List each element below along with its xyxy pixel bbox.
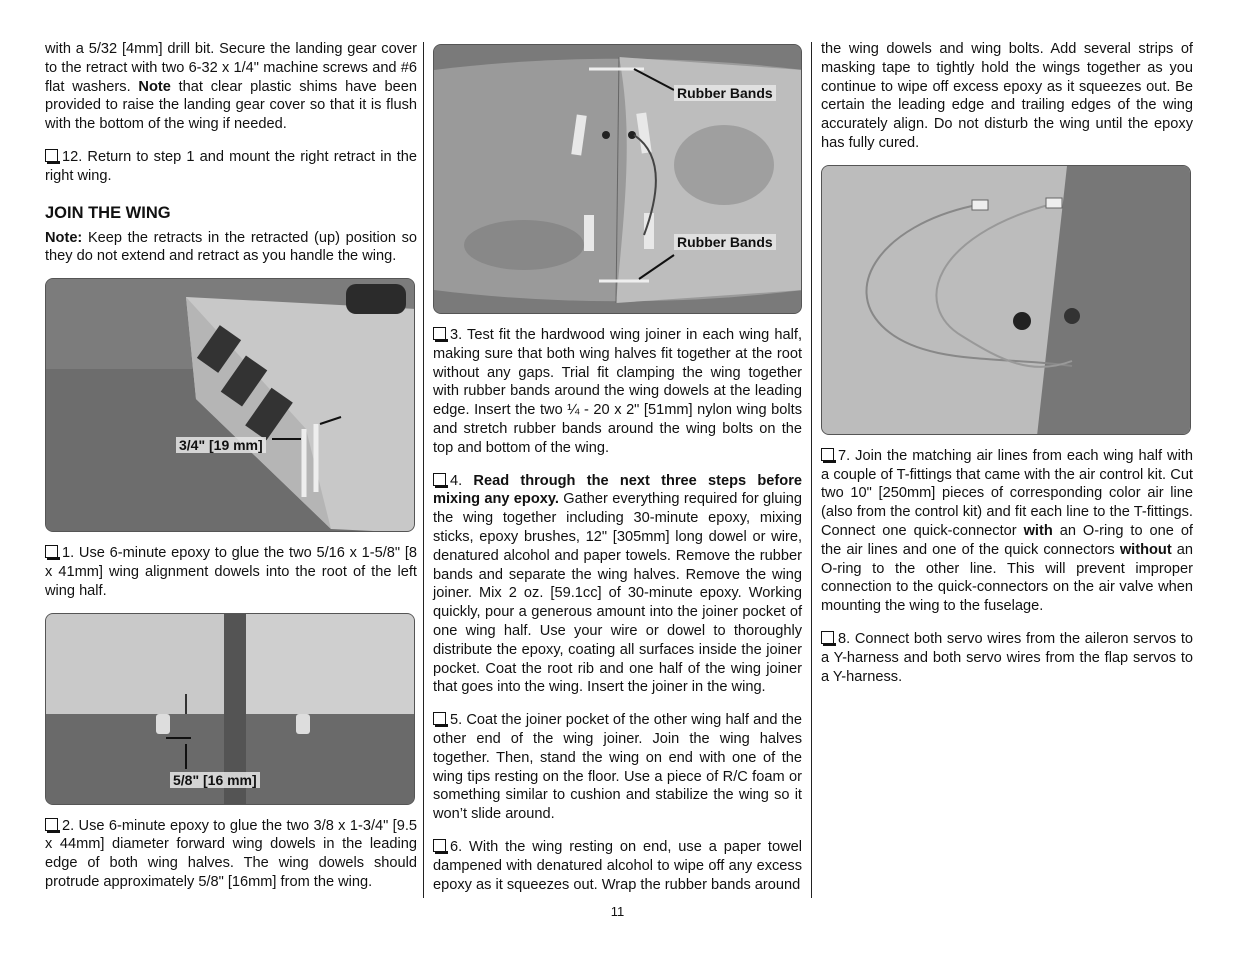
step-3: 3. Test fit the hardwood wing joiner in each wing half, making sure that both wing halves fit together at the root without any gaps. Trial fit clamping the wing together with rubber bands around the wing dowels at the leading edge. Insert the two ¼ - 20 x 2" [51mm] nylon wing bolts and stretch rubber bands around the wing bolts on the top and bottom of the wing. [433,327,802,456]
checkbox-icon[interactable] [45,818,58,831]
continued-paragraph: the wing dowels and wing bolts. Add several strips of masking tape to tightly hold the wings together as you continue to wipe off excess epoxy as it squeezes out. Be certain the leading edge and trailing edges of the wing accurately align. Do not disturb the wing until the epoxy has fully cured. [821,41,1193,151]
section-heading: JOIN THE WING [45,203,171,222]
photo-air-lines [821,165,1191,435]
step-2: 2. Use 6-minute epoxy to glue the two 3/8 x 1-3/4" [9.5 x 44mm] diameter forward wing dowels in the leading edge of both wing halves. The wing dowels should protrude approximately 5/8" [16mm] from the wing. [45,817,417,890]
checkbox-icon[interactable] [433,712,446,725]
checkbox-icon[interactable] [433,839,446,852]
rubber-bands-label-bottom: Rubber Bands [674,234,776,250]
column-divider-2 [811,42,812,898]
step-12: 12. Return to step 1 and mount the right retract in the right wing. [45,148,417,184]
checkbox-icon[interactable] [433,473,446,486]
note-paragraph: Note: Keep the retracts in the retracted (up) position so they do not extend and retract as you handle the wing. [45,229,417,265]
step-8: 8. Connect both servo wires from the aileron servos to a Y-harness and both servo wires from the flap servos to a Y-harness. [821,630,1193,685]
step-6: 6. With the wing resting on end, use a paper towel dampened with denatured alcohol to wipe off any excess epoxy as it squeezes out. Wrap the rubber bands around [433,838,802,893]
photo-rubber-bands [433,44,802,314]
dimension-label: 3/4" [19 mm] [176,437,266,453]
checkbox-icon[interactable] [821,631,834,644]
photo-wing-root-dowels [45,278,415,532]
column-3 [821,40,1193,686]
step-7: 7. Join the matching air lines from each wing half with a couple of T-fittings that came with the air control kit. Cut two 10" [250mm] pieces of corresponding color air line (also from the control kit) and fit each line to the T-fittings. Connect one quick-connector with an O-ring to one of the air lines and one of the quick connectors without an O-ring to the other line. This will prevent improper connection to the quick-connectors on the air valve when mounting the wing to the fuselage. [821,447,1193,615]
column-2 [433,40,802,894]
step-5: 5. Coat the joiner pocket of the other wing half and the other end of the wing joiner. Join the wing halves together. Then, stand the wing on end with one of the wing tips resting on the floor. Use a piece of R/C foam or something similar to cushion and stabilize the wing so it won’t slide around. [433,712,802,823]
step-4: 4. Read through the next three steps before mixing any epoxy. Gather everything required for gluing the wing together including 30-minute epoxy, mixing sticks, epoxy brushes, 12" [305mm] long dowel or wire, denatured alcohol and paper towels. Remove the rubber bands and separate the wing halves. Remove the wing joiner. Mix 2 oz. [59.1cc] of 30-minute epoxy. Working quickly, pour a generous amount into the joiner pocket of one wing half. Use your wire or dowel to thoroughly distribute the epoxy, coating all surfaces inside the joiner pocket. Coat the root rib and one half of the wing joiner that goes into the wing. Insert the joiner in the wing. [433,472,803,696]
page-number: 11 [610,904,625,919]
photo-forward-wing-dowels [45,613,415,805]
column-divider-1 [423,42,424,898]
dimension-label: 5/8" [16 mm] [170,772,260,788]
checkbox-icon[interactable] [821,448,834,461]
intro-paragraph: with a 5/32 [4mm] drill bit. Secure the landing gear cover to the retract with two 6-32 x 1/4" machine screws and #6 flat washers. Note that clear plastic shims have been provided to raise the landing gear cover so that it is flush with the bottom of the wing if needed. [45,41,417,133]
checkbox-icon[interactable] [433,327,446,340]
rubber-bands-label-top: Rubber Bands [674,85,776,101]
column-1 [45,40,417,892]
checkbox-icon[interactable] [45,545,58,558]
step-1: 1. Use 6-minute epoxy to glue the two 5/16 x 1-5/8" [8 x 41mm] wing alignment dowels into the root of the left wing half. [45,545,417,599]
checkbox-icon[interactable] [45,149,58,162]
